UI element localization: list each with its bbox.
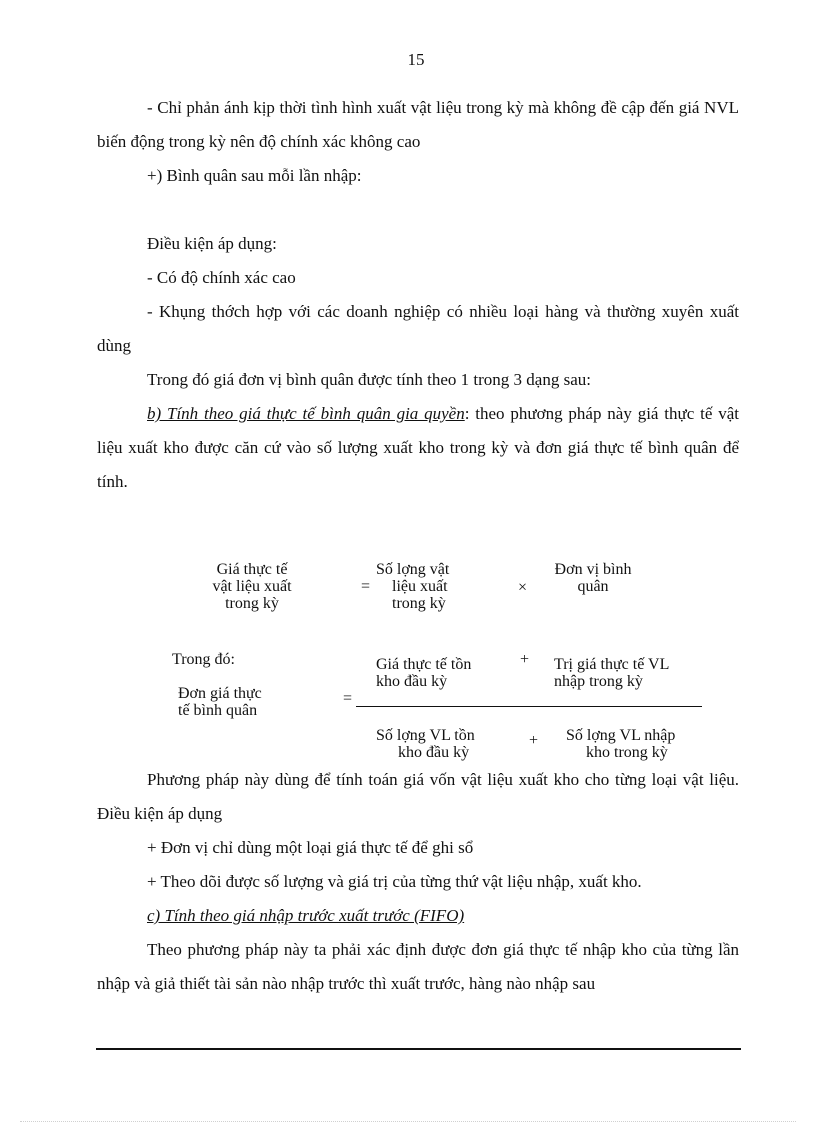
- paragraph-track-quantity: + Theo dõi được số lượng và giá trị của từng thứ vật liệu nhập, xuất kho.: [147, 872, 642, 891]
- f2-equals-sign: =: [343, 690, 353, 707]
- paragraph-weighted-average: [97, 397, 739, 499]
- f2-numerator-left-line2: kho đầu kỳ: [376, 673, 448, 690]
- f2-numerator-right-line2: nhập trong kỳ: [554, 673, 643, 690]
- section-b-title: Tính theo giá thực tế bình quân gia quyền: [167, 404, 465, 423]
- f2-lhs-line2: tế bình quân: [178, 702, 258, 719]
- f1-lhs-line3: trong kỳ: [225, 595, 279, 612]
- section-c-title: c) Tính theo giá nhập trước xuất trước (FIFO): [147, 906, 465, 925]
- f1-quantity-line1: Số lợng vật: [376, 561, 450, 578]
- paragraph-nvl-note: - Chỉ phản ánh kịp thời tình hình xuất vật liệu trong kỳ mà không đề cập đến giá NVL biến động trong kỳ nên độ chính xác không cao: [97, 98, 739, 151]
- fraction-bar: [356, 706, 702, 707]
- paragraph-conditions: Điều kiện áp dụng:: [147, 234, 277, 253]
- paragraph-average-after-each-import: +) Bình quân sau mỗi lần nhập:: [147, 166, 362, 185]
- f2-denominator-plus: +: [529, 732, 539, 749]
- f1-quantity-line3: trong kỳ: [392, 595, 446, 612]
- f2-numerator-left-line1: Giá thực tế tồn: [376, 656, 472, 673]
- paragraph-fifo-body: Theo phương pháp này ta phải xác định được đơn giá thực tế nhập kho của từng lần nhập và giả thiết tài sản nào nhập trước thì xuất trước, hàng nào nhập sau: [97, 940, 739, 993]
- paragraph-method-usage: Phương pháp này dùng để tính toán giá vốn vật liệu xuất kho cho từng loại vật liệu. Điều kiện áp dụng: [97, 770, 739, 823]
- paragraph-three-forms: Trong đó giá đơn vị bình quân được tính theo 1 trong 3 dạng sau:: [147, 370, 591, 389]
- blank-line: [97, 193, 739, 227]
- f2-denominator-right-line2: kho trong kỳ: [586, 744, 668, 761]
- paragraph-single-price: + Đơn vị chỉ dùng một loại giá thực tế để ghi sổ: [147, 838, 474, 857]
- f2-numerator-plus: +: [520, 651, 530, 668]
- paragraph-high-accuracy: - Có độ chính xác cao: [147, 268, 296, 287]
- f1-quantity-line2: liệu xuất: [392, 578, 448, 595]
- text-block-bottom: [97, 763, 739, 1001]
- f2-denominator-left-line2: kho đầu kỳ: [398, 744, 470, 761]
- f1-unit-price-line2: quân: [577, 578, 609, 595]
- paragraph-fifo-heading: [97, 899, 739, 933]
- page-edge-dotted-line: [20, 1121, 796, 1122]
- section-b-body: : theo phương pháp này giá thực tế vật liệu xuất kho được căn cứ vào số lượng xuất kho trong kỳ và đơn giá thực tế bình quân để tính.: [97, 404, 739, 491]
- paragraph-not-suitable: - Khụng thớch hợp với các doanh nghiệp có nhiều loại hàng và thường xuyên xuất dùng: [97, 302, 739, 355]
- text-block-top: [97, 91, 739, 499]
- f1-times-sign: ×: [518, 579, 528, 596]
- f2-where-label: Trong đó:: [172, 651, 235, 668]
- f2-lhs-line1: Đơn giá thực: [178, 685, 262, 702]
- footer-rule: [96, 1048, 741, 1050]
- f2-denominator-left-line1: Số lợng VL tồn: [376, 727, 475, 744]
- f1-lhs-line2: vật liệu xuất: [212, 578, 292, 595]
- f2-denominator-right-line1: Số lợng VL nhập: [566, 727, 676, 744]
- f1-lhs-line1: Giá thực tế: [216, 561, 288, 578]
- f1-unit-price-line1: Đơn vị bình: [554, 561, 632, 578]
- page-number: 15: [407, 50, 425, 69]
- section-b-prefix: b): [147, 404, 167, 423]
- f1-equals-sign: =: [361, 578, 371, 595]
- f2-numerator-right-line1: Trị giá thực tế VL: [554, 656, 670, 673]
